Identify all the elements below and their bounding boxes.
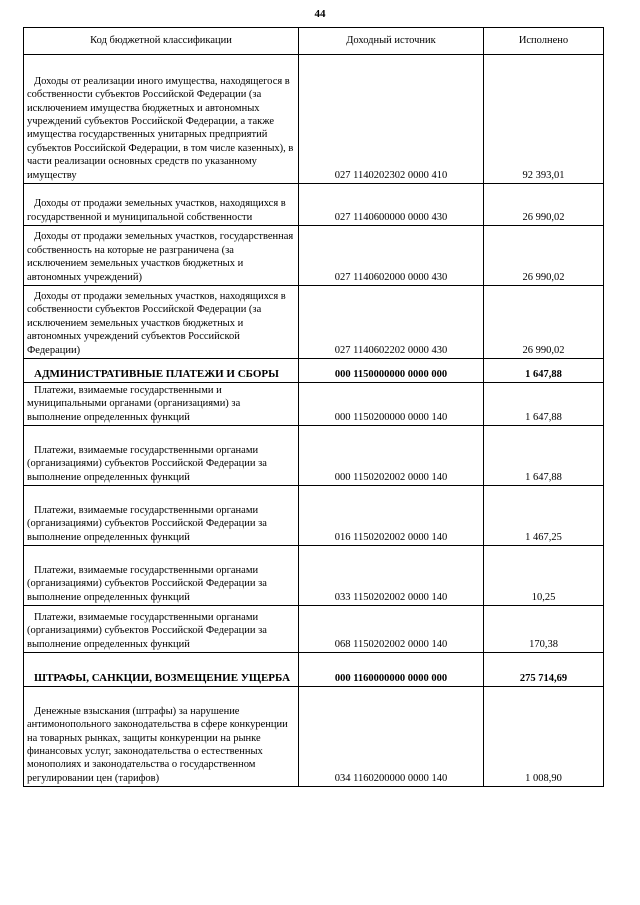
page-number: 44 <box>314 8 326 20</box>
cell-classification-name <box>24 55 299 184</box>
cell-revenue-code: 027 1140202302 0000 410 <box>299 55 484 184</box>
header-revenue-source: Доходный источник <box>299 28 484 55</box>
cell-classification-name <box>24 286 299 359</box>
cell-executed-amount: 1 647,88 <box>484 359 604 383</box>
table-row <box>24 55 604 184</box>
cell-revenue-code: 016 1150202002 0000 140 <box>299 486 484 546</box>
table-row <box>24 486 604 546</box>
classification-name-text: Денежные взыскания (штрафы) за нарушение антимонопольного законодательства в сфере конкуренции на товарных рынках, защиты конкуренции на рынке финансовых услуг, законодательства о естественных монополиях и законодательства о государственном регулировании цен (тарифов) <box>27 705 288 784</box>
budget-table <box>23 27 604 787</box>
table-row <box>24 184 604 226</box>
classification-name-text: Платежи, взимаемые государственными органами (организациями) субъектов Российской Федерации за выполнение определенных функций <box>27 445 267 483</box>
cell-classification-name <box>24 546 299 606</box>
cell-classification-name <box>24 226 299 286</box>
table-header-row <box>24 28 604 55</box>
table-row <box>24 286 604 359</box>
cell-executed-amount: 1 008,90 <box>484 687 604 787</box>
cell-executed-amount: 275 714,69 <box>484 653 604 687</box>
cell-revenue-code: 000 1150000000 0000 000 <box>299 359 484 383</box>
table-row <box>24 546 604 606</box>
cell-executed-amount: 1 467,25 <box>484 486 604 546</box>
cell-revenue-code: 000 1150200000 0000 140 <box>299 383 484 426</box>
classification-name-text: Доходы от продажи земельных участков, находящихся в собственности субъектов Российской Федерации (за исключением земельных участков бюджетных и автономных учреждений субъектов Российской Федерации) <box>27 290 286 356</box>
cell-classification-name <box>24 359 299 383</box>
header-classification-code: Код бюджетной классификации <box>24 28 299 55</box>
cell-revenue-code: 033 1150202002 0000 140 <box>299 546 484 606</box>
table-row <box>24 426 604 486</box>
cell-executed-amount: 26 990,02 <box>484 226 604 286</box>
classification-name-text: Платежи, взимаемые государственными органами (организациями) субъектов Российской Федерации за выполнение определенных функций <box>27 565 267 603</box>
cell-revenue-code: 027 1140602000 0000 430 <box>299 226 484 286</box>
cell-executed-amount: 170,38 <box>484 606 604 653</box>
header-executed: Исполнено <box>484 28 604 55</box>
cell-executed-amount: 1 647,88 <box>484 426 604 486</box>
classification-name-text: Доходы от реализации иного имущества, находящегося в собственности субъектов Российской Федерации (за исключением имущества бюджетных и автономных учреждений субъектов Российской Федерации, а также имущества государственных унитарных предприятий субъектов Российской Федерации, в том числе казенных), в части реализации основных средств по указанному имуществу <box>27 75 294 181</box>
table-row <box>24 687 604 787</box>
classification-name-text: Платежи, взимаемые государственными органами (организациями) субъектов Российской Федерации за выполнение определенных функций <box>27 505 267 543</box>
cell-classification-name <box>24 383 299 426</box>
cell-revenue-code: 068 1150202002 0000 140 <box>299 606 484 653</box>
table-row <box>24 359 604 383</box>
cell-classification-name <box>24 486 299 546</box>
classification-name-text: АДМИНИСТРАТИВНЫЕ ПЛАТЕЖИ И СБОРЫ <box>34 367 279 380</box>
cell-classification-name <box>24 606 299 653</box>
cell-revenue-code: 027 1140602202 0000 430 <box>299 286 484 359</box>
table-row <box>24 226 604 286</box>
classification-name-text: Платежи, взимаемые государственными органами (организациями) субъектов Российской Федерации за выполнение определенных функций <box>27 612 267 650</box>
classification-name-text: Доходы от продажи земельных участков, находящихся в государственной и муниципальной собственности <box>27 198 286 223</box>
classification-name-text: Платежи, взимаемые государственными и муниципальными органами (организациями) за выполнение определенных функций <box>27 385 241 423</box>
cell-executed-amount: 26 990,02 <box>484 286 604 359</box>
cell-classification-name <box>24 426 299 486</box>
table-row <box>24 606 604 653</box>
classification-name-text: ШТРАФЫ, САНКЦИИ, ВОЗМЕЩЕНИЕ УЩЕРБА <box>34 671 291 684</box>
cell-executed-amount: 1 647,88 <box>484 383 604 426</box>
classification-name-text: Доходы от продажи земельных участков, государственная собственность на которые не разграничена (за исключением земельных участков бюджетных и автономных учреждений) <box>27 231 294 283</box>
cell-revenue-code: 000 1150202002 0000 140 <box>299 426 484 486</box>
cell-executed-amount: 26 990,02 <box>484 184 604 226</box>
cell-revenue-code: 034 1160200000 0000 140 <box>299 687 484 787</box>
cell-revenue-code: 000 1160000000 0000 000 <box>299 653 484 687</box>
cell-executed-amount: 92 393,01 <box>484 55 604 184</box>
table-row <box>24 383 604 426</box>
table-row <box>24 653 604 687</box>
cell-classification-name <box>24 653 299 687</box>
cell-executed-amount: 10,25 <box>484 546 604 606</box>
cell-classification-name <box>24 687 299 787</box>
cell-revenue-code: 027 1140600000 0000 430 <box>299 184 484 226</box>
cell-classification-name <box>24 184 299 226</box>
